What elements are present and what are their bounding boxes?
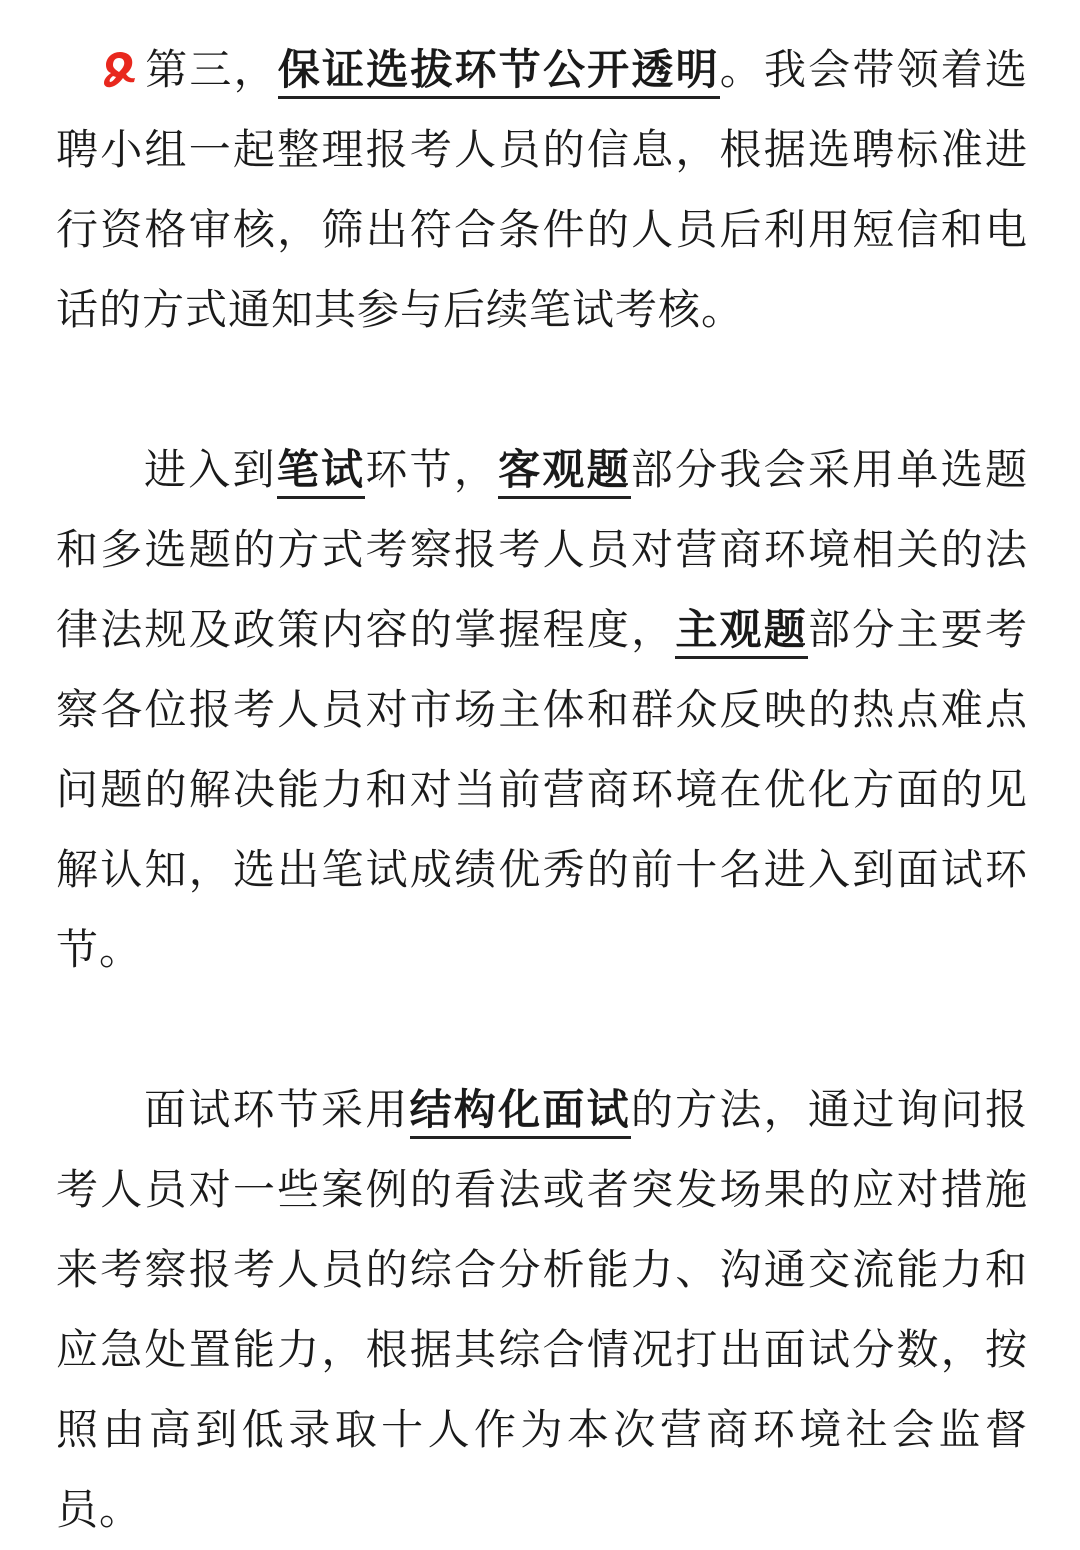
p1-text-pre: 第三， <box>144 45 278 94</box>
p3-text-pre: 面试环节采用 <box>144 1085 410 1134</box>
p2-keyword-subjective: 主观题 <box>675 605 808 659</box>
paragraph-2 <box>56 430 1028 990</box>
p2-text-mid1: 环节， <box>365 445 499 494</box>
p2-text-pre: 进入到 <box>144 445 277 494</box>
p2-keyword-written-test: 笔试 <box>277 445 366 499</box>
p1-text-post: 。我会带领着选聘小组一起整理报考人员的信息，根据选聘标准进行资格审核，筛出符合条件的人员后利用短信和电话的方式通知其参与后续笔试考核。 <box>56 45 1028 334</box>
p2-text-mid2: 部分我会采用单选题和多选题的方式考察报考人员对营商环境相关的法律法规及政策内容的掌握程度， <box>56 445 1028 654</box>
red-curl-mark-icon <box>98 48 140 90</box>
p1-keyword-transparency: 保证选拔环节公开透明 <box>278 45 720 99</box>
paragraph-3 <box>56 1070 1028 1550</box>
paragraph-1 <box>56 30 1028 350</box>
document-body <box>56 30 1028 1550</box>
p3-keyword-structured-interview: 结构化面试 <box>410 1085 631 1139</box>
p2-text-post: 部分主要考察各位报考人员对市场主体和群众反映的热点难点问题的解决能力和对当前营商环境在优化方面的见解认知，选出笔试成绩优秀的前十名进入到面试环节。 <box>56 605 1028 974</box>
p2-keyword-objective: 客观题 <box>498 445 631 499</box>
p3-text-post: 的方法，通过询问报考人员对一些案例的看法或者突发场果的应对措施来考察报考人员的综合分析能力、沟通交流能力和应急处置能力，根据其综合情况打出面试分数，按照由高到低录取十人作为本次营商环境社会监督员。 <box>56 1085 1028 1534</box>
